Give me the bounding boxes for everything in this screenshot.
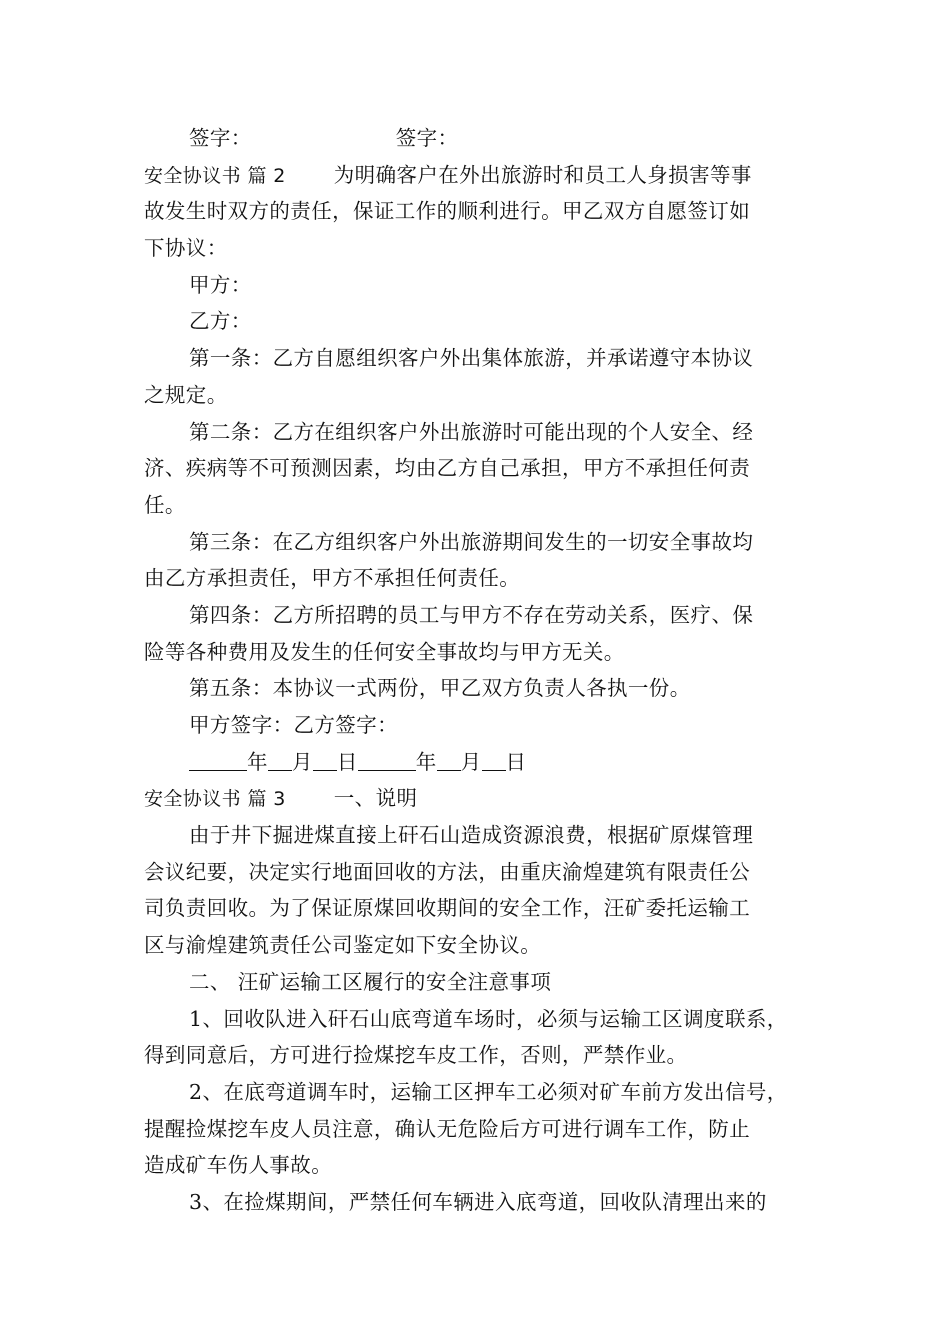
article-4-line: 险等各种费用及发生的任何安全事故均与甲方无关。 (144, 639, 625, 664)
blank-day (482, 746, 506, 771)
section2-intro-line: 故发生时双方的责任，保证工作的顺利进行。甲乙双方自愿签订如 (144, 199, 751, 224)
section2-intro-first: 为明确客户在外出旅游时和员工人身损害等事 (333, 162, 752, 187)
article-2-line: 第二条：乙方在组织客户外出旅游时可能出现的个人安全、经 (189, 419, 754, 444)
article-5: 第五条：本协议一式两份，甲乙双方负责人各执一份。 (189, 676, 691, 701)
date-year: 年 (415, 749, 437, 774)
section3-heading-line (144, 780, 812, 817)
party-a: 甲方： (189, 272, 252, 297)
section3-title2: 二、 汪矿运输工区履行的安全注意事项 (189, 969, 552, 994)
document-page (144, 120, 812, 1221)
item-1-line: 得到同意后，方可进行捡煤挖车皮工作，否则，严禁作业。 (144, 1043, 688, 1068)
article-2-line: 济、疾病等不可预测因素，均由乙方自己承担，甲方不承担任何责 (144, 456, 751, 481)
article-4-line: 第四条：乙方所招聘的员工与甲方不存在劳动关系，医疗、保 (189, 602, 754, 627)
article-3-line: 由乙方承担责任，甲方不承担任何责任。 (144, 566, 521, 591)
item-1-line: 1、回收队进入矸石山底弯道车场时，必须与运输工区调度联系， (189, 1006, 788, 1031)
article-1-line: 第一条：乙方自愿组织客户外出集体旅游，并承诺遵守本协议 (189, 346, 754, 371)
article-2-line: 任。 (144, 492, 186, 517)
section3-heading: 安全协议书 篇 3 (144, 788, 286, 811)
section3-first-title: 一、说明 (333, 786, 418, 811)
article-3-line: 第三条：在乙方组织客户外出旅游期间发生的一切安全事故均 (189, 529, 754, 554)
date-year: 年 (247, 749, 268, 774)
section3-para1-line: 区与渝煌建筑责任公司鉴定如下安全协议。 (144, 933, 542, 958)
date-day: 日 (505, 749, 527, 774)
item-2-line: 造成矿车伤人事故。 (144, 1153, 333, 1178)
section2-intro-line: 下协议： (144, 236, 228, 261)
item-2-line: 2、在底弯道调车时，运输工区押车工必须对矿车前方发出信号， (189, 1079, 788, 1104)
item-2-line: 提醒捡煤挖车皮人员注意，确认无危险后方可进行调车工作，防止 (144, 1116, 751, 1141)
blank-day (313, 746, 337, 771)
section3-para1-line: 司负责回收。为了保证原煤回收期间的安全工作，汪矿委托运输工 (144, 896, 751, 921)
date-month: 月 (291, 749, 313, 774)
signature-right: 签字： (395, 126, 459, 150)
party-b: 乙方： (189, 309, 252, 334)
article-1-line: 之规定。 (144, 382, 228, 407)
blank-month (437, 746, 461, 771)
blank-year (358, 746, 416, 771)
item-3-line: 3、在捡煤期间，严禁任何车辆进入底弯道，回收队清理出来的 (189, 1189, 767, 1214)
signature-row (144, 120, 812, 157)
blank-month (268, 746, 292, 771)
signature-left: 签字： (189, 126, 252, 150)
section3-para1-line: 由于井下掘进煤直接上矸石山造成资源浪费，根据矿原煤管理 (189, 823, 754, 848)
section2-heading: 安全协议书 篇 2 (144, 164, 286, 187)
blank-year (189, 746, 247, 771)
date-day: 日 (336, 749, 358, 774)
date-month: 月 (460, 749, 482, 774)
section3-para1-line: 会议纪要，决定实行地面回收的方法，由重庆渝煌建筑有限责任公 (144, 859, 751, 884)
section2-heading-line (144, 157, 812, 194)
date-line (144, 744, 812, 781)
signature-labels: 甲方签字：乙方签字： (189, 713, 398, 737)
